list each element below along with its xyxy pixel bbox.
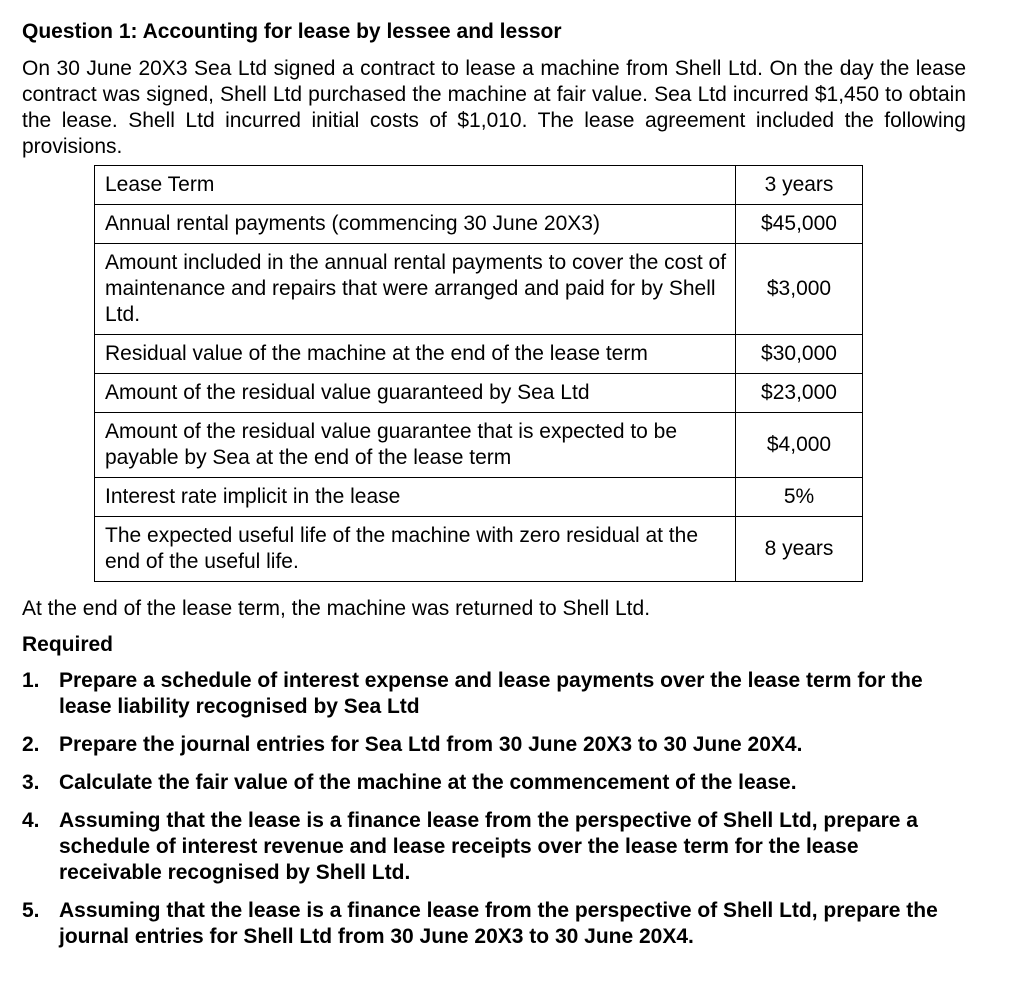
lease-provisions-table (94, 165, 863, 582)
after-table-text: At the end of the lease term, the machine was returned to Shell Ltd. (22, 597, 651, 620)
table-row (95, 244, 863, 335)
list-item (22, 898, 966, 950)
provision-label: Residual value of the machine at the end of the lease term (95, 335, 736, 374)
item-text: Calculate the fair value of the machine at the commencement of the lease. (59, 771, 797, 794)
provision-label: Amount of the residual value guaranteed by Sea Ltd (95, 374, 736, 413)
item-text: Prepare the journal entries for Sea Ltd from 30 June 20X3 to 30 June 20X4. (59, 733, 803, 756)
provision-value: $3,000 (736, 244, 863, 335)
provision-value: 8 years (736, 517, 863, 582)
list-item (22, 732, 966, 758)
item-number: 2. (22, 733, 40, 756)
table-row (95, 478, 863, 517)
provision-value: 3 years (736, 166, 863, 205)
table-row (95, 517, 863, 582)
table-row (95, 335, 863, 374)
item-number: 4. (22, 809, 40, 832)
table-row (95, 205, 863, 244)
provision-label: Annual rental payments (commencing 30 June 20X3) (95, 205, 736, 244)
provision-label: Interest rate implicit in the lease (95, 478, 736, 517)
item-text: Assuming that the lease is a finance lease from the perspective of Shell Ltd, prepare a schedule of interest revenue and lease receipts over the lease term for the lease receivable recognised by Shell Ltd. (59, 809, 918, 884)
provision-value: $30,000 (736, 335, 863, 374)
provision-value: 5% (736, 478, 863, 517)
required-heading: Required (22, 633, 114, 656)
provision-label: Lease Term (95, 166, 736, 205)
list-item (22, 770, 966, 796)
table-row (95, 413, 863, 478)
document-page (22, 18, 966, 962)
required-list (22, 668, 966, 950)
provision-label: Amount included in the annual rental payments to cover the cost of maintenance and repairs that were arranged and paid for by Shell Ltd. (95, 244, 736, 335)
item-number: 1. (22, 669, 40, 692)
item-number: 3. (22, 771, 40, 794)
question-intro: On 30 June 20X3 Sea Ltd signed a contract to lease a machine from Shell Ltd. On the day the lease contract was signed, Shell Ltd purchased the machine at fair value. Sea Ltd incurred $1,450 to obtain the lease. Shell Ltd incurred initial costs of $1,010. The lease agreement included the following provisions. (22, 57, 966, 158)
item-text: Assuming that the lease is a finance lease from the perspective of Shell Ltd, prepare the journal entries for Shell Ltd from 30 June 20X3 to 30 June 20X4. (59, 899, 938, 948)
provision-value: $4,000 (736, 413, 863, 478)
item-text: Prepare a schedule of interest expense and lease payments over the lease term for the lease liability recognised by Sea Ltd (59, 669, 923, 718)
item-number: 5. (22, 899, 40, 922)
list-item (22, 668, 966, 720)
provision-value: $23,000 (736, 374, 863, 413)
table-row (95, 374, 863, 413)
provision-label: The expected useful life of the machine with zero residual at the end of the useful life. (95, 517, 736, 582)
question-title: Question 1: Accounting for lease by lessee and lessor (22, 20, 562, 43)
table-row (95, 166, 863, 205)
provision-value: $45,000 (736, 205, 863, 244)
list-item (22, 808, 966, 886)
provision-label: Amount of the residual value guarantee that is expected to be payable by Sea at the end of the lease term (95, 413, 736, 478)
